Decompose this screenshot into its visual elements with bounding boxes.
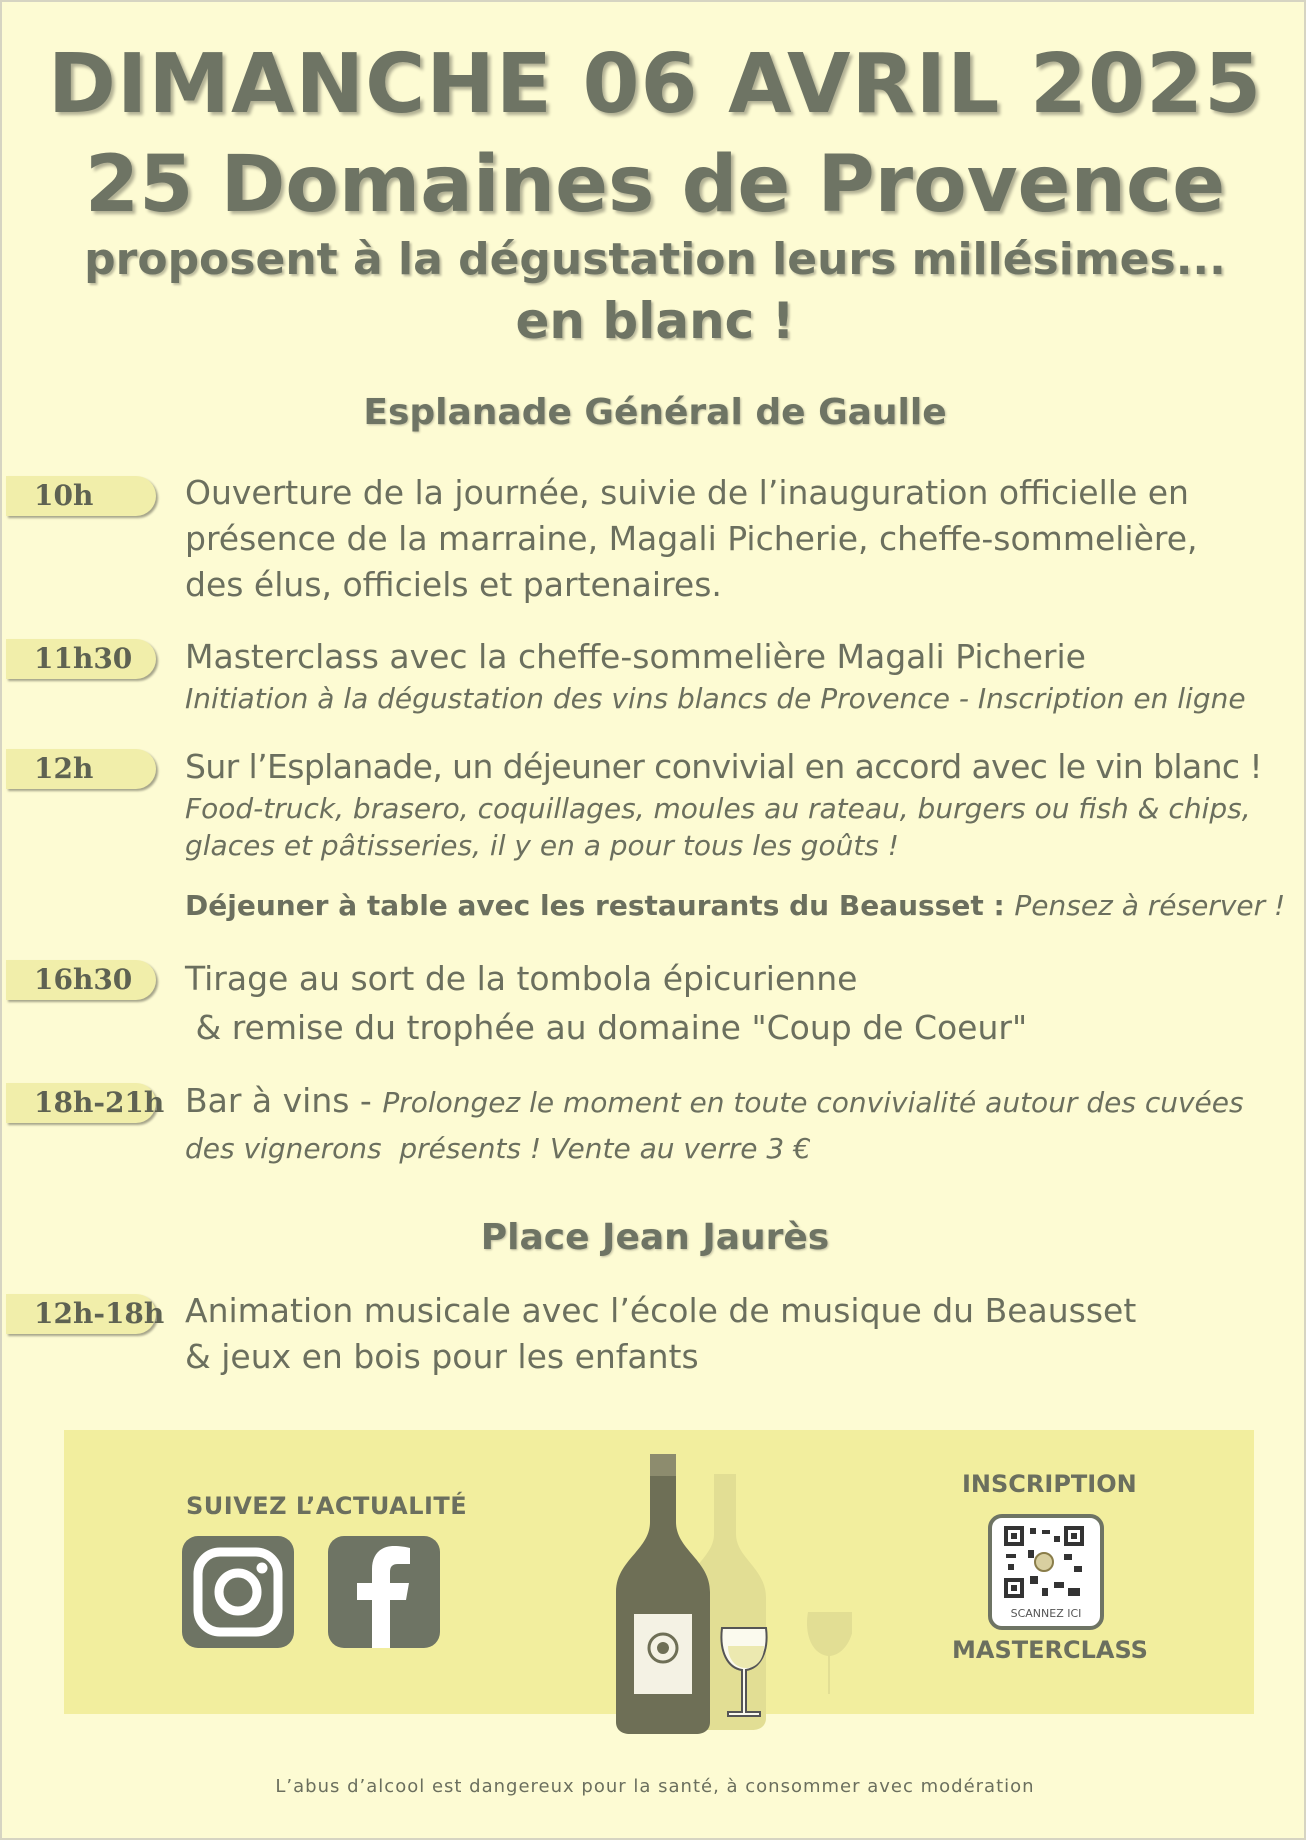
event-subtitle: Prolongez le moment en toute convivialité autour des cuvées — [382, 1086, 1244, 1119]
event-subtitle-line2: des vignerons présents ! Vente au verre 3 € — [185, 1132, 811, 1165]
time-tag-10h: 10h — [6, 476, 156, 516]
event-subtitle-line2: glaces et pâtisseries, il y en a pour tous les goûts ! — [185, 829, 900, 862]
event-title: Animation musicale avec l’école de musique du Beausset — [185, 1291, 1137, 1330]
headline-date: DIMANCHE 06 AVRIL 2025 — [47, 37, 1263, 132]
time-tag-16h30: 16h30 — [6, 960, 156, 1000]
event-masterclass — [185, 634, 1295, 717]
event-subtitle: Food-truck, brasero, coquillages, moules au rateau, burgers ou fish & chips, — [185, 792, 1251, 825]
event-title-line2: & remise du trophée au domaine "Coup de Coeur" — [185, 1008, 1028, 1047]
event-title: Sur l’Esplanade, un déjeuner convivial en accord avec le vin blanc ! — [185, 747, 1262, 786]
venue-esplanade: Esplanade Général de Gaulle — [363, 392, 947, 433]
note-bold: Déjeuner à table avec les restaurants du Beausset : — [185, 889, 1015, 922]
qr-code[interactable] — [988, 1514, 1104, 1630]
health-warning: L’abus d’alcool est dangereux pour la santé, à consommer avec modération — [275, 1776, 1035, 1797]
note-italic: Pensez à réserver ! — [1014, 889, 1286, 922]
event-title: Bar à vins - — [185, 1081, 383, 1120]
headline-subtitle: proposent à la dégustation leurs millésimes... — [84, 234, 1226, 285]
inscription-label: INSCRIPTION — [962, 1470, 1137, 1498]
headline-domaines: 25 Domaines de Provence — [84, 140, 1226, 230]
event-wine-bar — [185, 1078, 1295, 1167]
event-note — [185, 887, 1295, 924]
time-tag-12h: 12h — [6, 749, 156, 789]
event-title-row — [185, 1078, 1295, 1130]
event-lunch — [185, 744, 1295, 924]
event-title: Ouverture de la journée, suivie de l’inauguration officielle en — [185, 473, 1189, 512]
event-title: Tirage au sort de la tombola épicurienne — [185, 959, 858, 998]
event-title-line3: des élus, officiels et partenaires. — [185, 565, 722, 604]
headline-en-blanc: en blanc ! — [515, 292, 795, 350]
event-music — [185, 1288, 1295, 1380]
qr-label: SCANNEZ ICI — [1010, 1607, 1082, 1620]
event-title-line2: & jeux en bois pour les enfants — [185, 1337, 699, 1376]
time-tag-12h-18h: 12h-18h — [6, 1294, 156, 1334]
event-subtitle: Initiation à la dégustation des vins blancs de Provence - Inscription en ligne — [185, 682, 1246, 715]
event-title-line2: présence de la marraine, Magali Picherie, cheffe-sommelière, — [185, 519, 1198, 558]
time-tag-11h30: 11h30 — [6, 639, 156, 679]
wine-bottle-icon — [612, 1450, 852, 1746]
follow-label: SUIVEZ L’ACTUALITÉ — [186, 1492, 468, 1520]
masterclass-label: MASTERCLASS — [952, 1636, 1148, 1664]
event-tombola — [185, 954, 1295, 1052]
time-tag-18h-21h: 18h-21h — [6, 1083, 156, 1123]
instagram-icon[interactable] — [182, 1536, 294, 1648]
event-opening — [185, 470, 1295, 608]
venue-jean-jaures: Place Jean Jaurès — [480, 1217, 830, 1258]
facebook-icon[interactable] — [328, 1536, 440, 1648]
event-title: Masterclass avec la cheffe-sommelière Magali Picherie — [185, 637, 1086, 676]
